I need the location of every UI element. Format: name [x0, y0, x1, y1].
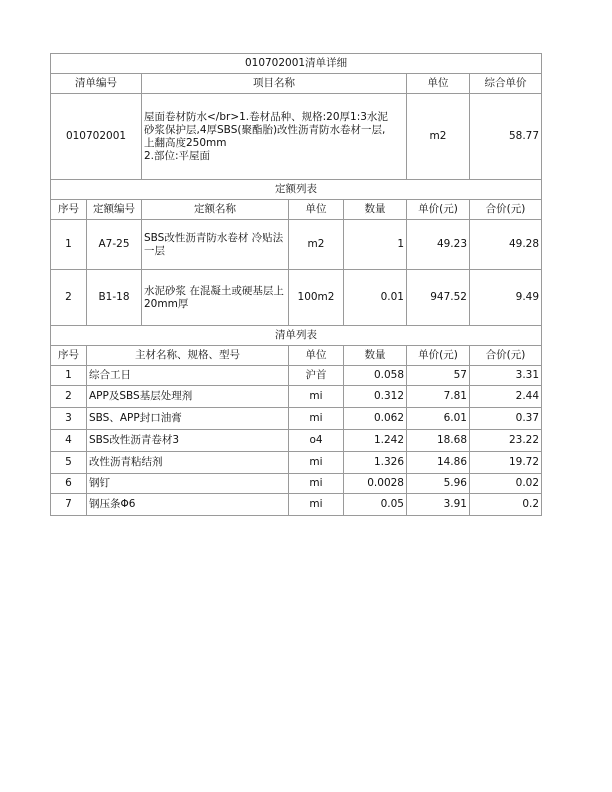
material-name: 钢压条Φ6 — [87, 494, 289, 516]
material-seq: 3 — [51, 408, 87, 430]
material-row — [51, 408, 542, 430]
quota-header-qty: 数量 — [344, 200, 407, 220]
material-row — [51, 430, 542, 452]
material-unit: mi — [289, 494, 344, 516]
material-qty: 1.242 — [344, 430, 407, 452]
material-seq: 6 — [51, 474, 87, 494]
material-total: 23.22 — [470, 430, 542, 452]
material-header-unit: 单位 — [289, 346, 344, 366]
material-header-qty: 数量 — [344, 346, 407, 366]
item-description — [142, 94, 407, 180]
quota-header-name: 定额名称 — [142, 200, 289, 220]
material-row — [51, 386, 542, 408]
quota-unit: 100m2 — [289, 270, 344, 326]
material-seq: 1 — [51, 366, 87, 386]
quota-header-code: 定额编号 — [87, 200, 142, 220]
material-row — [51, 452, 542, 474]
quota-unit-price: 49.23 — [407, 220, 470, 270]
material-section-title: 清单列表 — [51, 326, 542, 346]
material-header-name: 主材名称、规格、型号 — [87, 346, 289, 366]
material-qty: 0.05 — [344, 494, 407, 516]
quota-name: SBS改性沥青防水卷材 冷贴法 一层 — [142, 220, 289, 270]
material-total: 0.02 — [470, 474, 542, 494]
item-code: 010702001 — [51, 94, 142, 180]
material-unit-price: 18.68 — [407, 430, 470, 452]
quota-section-title: 定额列表 — [51, 180, 542, 200]
material-name: 改性沥青粘结剂 — [87, 452, 289, 474]
bill-table — [50, 53, 542, 516]
quota-header-unit-price: 单价(元) — [407, 200, 470, 220]
material-unit: mi — [289, 386, 344, 408]
quota-code: A7-25 — [87, 220, 142, 270]
material-total: 2.44 — [470, 386, 542, 408]
material-row — [51, 494, 542, 516]
material-qty: 0.312 — [344, 386, 407, 408]
material-unit: mi — [289, 452, 344, 474]
material-qty: 0.058 — [344, 366, 407, 386]
quota-qty: 1 — [344, 220, 407, 270]
quota-seq: 2 — [51, 270, 87, 326]
quota-code: B1-18 — [87, 270, 142, 326]
material-unit: o4 — [289, 430, 344, 452]
header-name: 项目名称 — [142, 74, 407, 94]
material-unit-price: 57 — [407, 366, 470, 386]
header-code: 清单编号 — [51, 74, 142, 94]
quota-row — [51, 270, 542, 326]
material-seq: 7 — [51, 494, 87, 516]
material-total: 3.31 — [470, 366, 542, 386]
material-unit-price: 14.86 — [407, 452, 470, 474]
material-unit-price: 6.01 — [407, 408, 470, 430]
quota-seq: 1 — [51, 220, 87, 270]
material-qty: 0.0028 — [344, 474, 407, 494]
quota-total: 49.28 — [470, 220, 542, 270]
material-name: SBS改性沥青卷材3 — [87, 430, 289, 452]
material-unit-price: 3.91 — [407, 494, 470, 516]
item-unit: m2 — [407, 94, 470, 180]
material-name: APP及SBS基层处理剂 — [87, 386, 289, 408]
material-unit: mi — [289, 474, 344, 494]
header-price: 综合单价 — [470, 74, 542, 94]
item-desc-line: 屋面卷材防水</br>1.卷材品种、规格:20厚1:3水泥 — [144, 110, 388, 123]
material-header-unit-price: 单价(元) — [407, 346, 470, 366]
material-qty: 0.062 — [344, 408, 407, 430]
sheet-title: 010702001清单详细 — [51, 54, 542, 74]
material-seq: 2 — [51, 386, 87, 408]
item-desc-line: 砂浆保护层,4厚SBS(聚酯胎)改性沥青防水卷材一层, — [144, 123, 386, 136]
material-total: 19.72 — [470, 452, 542, 474]
header-unit: 单位 — [407, 74, 470, 94]
material-unit: mi — [289, 408, 344, 430]
material-total: 0.37 — [470, 408, 542, 430]
material-row — [51, 366, 542, 386]
material-total: 0.2 — [470, 494, 542, 516]
material-seq: 5 — [51, 452, 87, 474]
quota-unit-price: 947.52 — [407, 270, 470, 326]
quota-qty: 0.01 — [344, 270, 407, 326]
material-row — [51, 474, 542, 494]
item-price: 58.77 — [470, 94, 542, 180]
material-name: 钢钉 — [87, 474, 289, 494]
material-name: 综合工日 — [87, 366, 289, 386]
bill-detail-sheet — [50, 53, 541, 516]
material-header-seq: 序号 — [51, 346, 87, 366]
material-unit: 沪首 — [289, 366, 344, 386]
item-desc-line: 上翻高度250mm — [144, 136, 227, 149]
quota-header-total: 合价(元) — [470, 200, 542, 220]
material-unit-price: 7.81 — [407, 386, 470, 408]
item-desc-line: 2.部位:平屋面 — [144, 149, 211, 162]
quota-name: 水泥砂浆 在混凝土或硬基层上 20mm厚 — [142, 270, 289, 326]
quota-header-unit: 单位 — [289, 200, 344, 220]
material-name: SBS、APP封口油膏 — [87, 408, 289, 430]
material-qty: 1.326 — [344, 452, 407, 474]
material-header-total: 合价(元) — [470, 346, 542, 366]
material-seq: 4 — [51, 430, 87, 452]
quota-row — [51, 220, 542, 270]
quota-unit: m2 — [289, 220, 344, 270]
material-unit-price: 5.96 — [407, 474, 470, 494]
quota-total: 9.49 — [470, 270, 542, 326]
quota-header-seq: 序号 — [51, 200, 87, 220]
